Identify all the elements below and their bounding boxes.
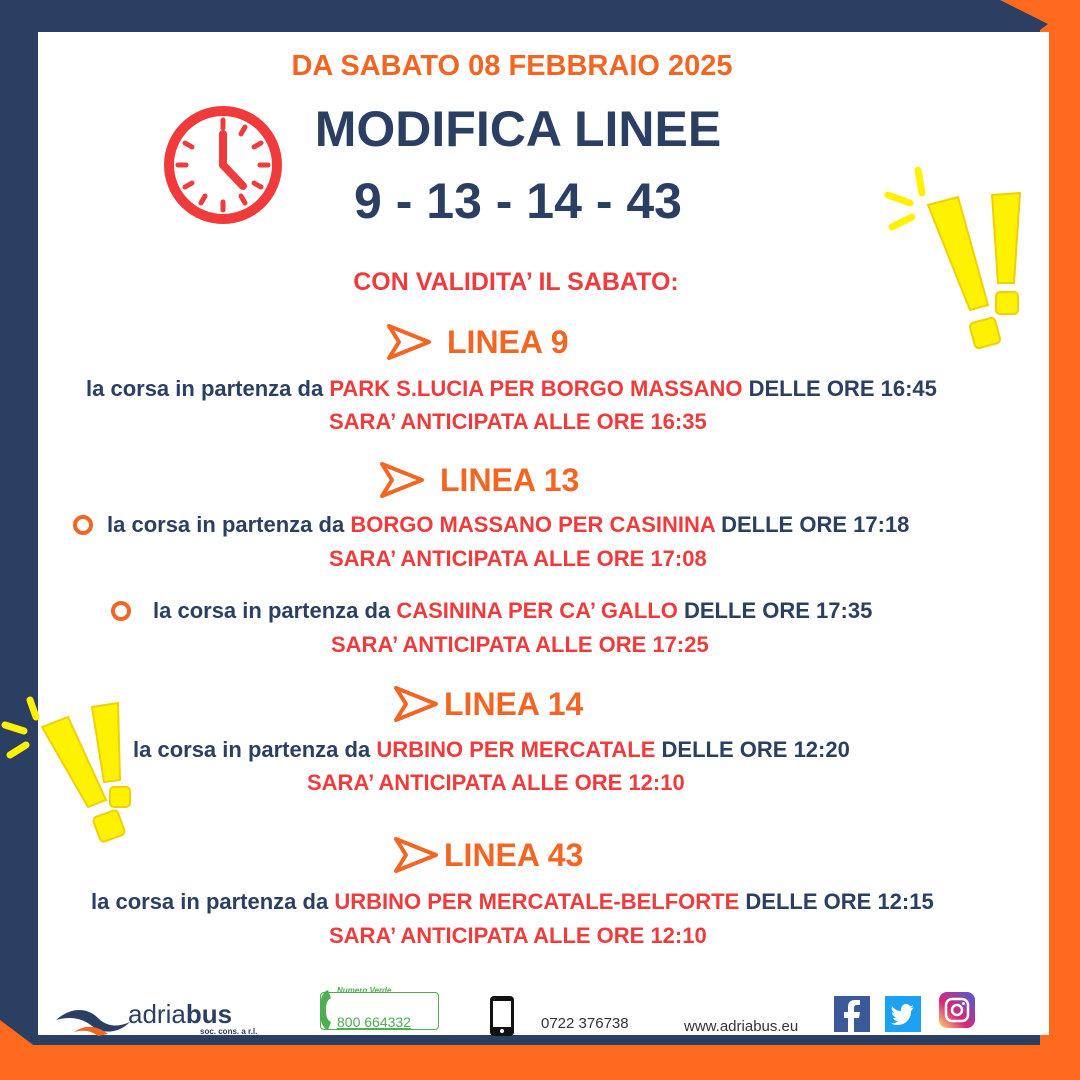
line-heading-label: LINEA 14 [444, 685, 584, 722]
line-13-heading [378, 460, 579, 500]
trip-route: BORGO MASSANO PER CASININA [350, 512, 715, 537]
toll-free-label: Numero Verde [337, 986, 392, 995]
line-9-heading [385, 322, 569, 362]
trip-line-14 [133, 737, 850, 763]
adriabus-logo-icon [54, 1002, 134, 1038]
company-logo [128, 999, 232, 1030]
lines-list: 9 - 13 - 14 - 43 [354, 173, 682, 229]
mobile-phone-icon [486, 995, 518, 1037]
trip-time: 12:15 [877, 889, 934, 914]
twitter-icon[interactable] [885, 996, 921, 1032]
line-43-heading [392, 835, 583, 875]
trip-route: URBINO PER MERCATALE [376, 737, 656, 762]
trip-prefix: la corsa in partenza da [133, 737, 371, 762]
trip-prefix: la corsa in partenza da [91, 889, 329, 914]
date-heading: DA SABATO 08 FEBBRAIO 2025 [291, 50, 733, 82]
trip-route: PARK S.LUCIA PER BORGO MASSANO [329, 376, 743, 401]
trip-prefix: la corsa in partenza da [107, 512, 345, 537]
instagram-icon[interactable] [939, 992, 975, 1028]
trip-line-13-b [153, 598, 872, 624]
website-link[interactable]: www.adriabus.eu [684, 1018, 799, 1035]
line-heading-label: LINEA 13 [440, 461, 580, 498]
phone-number: 0722 376738 [541, 1015, 629, 1032]
bullet-circle-icon [73, 515, 93, 535]
exclamation-icon-left [0, 695, 140, 845]
trip-time: 17:18 [853, 512, 910, 537]
trip-line-43 [91, 889, 934, 915]
time-prefix: DELLE ORE [721, 512, 848, 537]
logo-subtitle: soc. cons. a r.l. [200, 1027, 258, 1036]
time-prefix: DELLE ORE [745, 889, 872, 914]
trip-prefix: la corsa in partenza da [153, 598, 391, 623]
trip-prefix: la corsa in partenza da [86, 376, 324, 401]
line-14-heading [392, 684, 583, 724]
page-title: MODIFICA LINEE [314, 101, 722, 157]
trip-time: 16:45 [880, 376, 937, 401]
toll-free-number-link[interactable]: 800 664332 [337, 1014, 411, 1030]
logo-main: adria [128, 999, 186, 1029]
chevron-right-icon [392, 684, 440, 724]
new-time-line-13-b: SARA’ ANTICIPATA ALLE ORE 17:25 [331, 632, 709, 657]
validity-label: CON VALIDITA’ IL SABATO: [353, 268, 679, 296]
trip-line-9 [86, 376, 937, 402]
new-time-line-9: SARA’ ANTICIPATA ALLE ORE 16:35 [329, 409, 707, 434]
logo-bold: bus [185, 999, 233, 1029]
bullet-circle-icon [111, 601, 131, 621]
line-heading-label: LINEA 9 [447, 323, 569, 360]
chevron-right-icon [385, 322, 433, 362]
trip-time: 12:20 [793, 737, 850, 762]
trip-time: 17:35 [816, 598, 873, 623]
line-heading-label: LINEA 43 [444, 836, 584, 873]
new-time-line-13-a: SARA’ ANTICIPATA ALLE ORE 17:08 [329, 546, 707, 571]
trip-line-13-a [107, 512, 909, 538]
chevron-right-icon [392, 835, 440, 875]
time-prefix: DELLE ORE [661, 737, 788, 762]
new-time-line-43: SARA’ ANTICIPATA ALLE ORE 12:10 [329, 923, 707, 948]
trip-route: CASININA PER CA’ GALLO [396, 598, 678, 623]
time-prefix: DELLE ORE [684, 598, 810, 623]
facebook-icon[interactable] [834, 996, 870, 1032]
new-time-line-14: SARA’ ANTICIPATA ALLE ORE 12:10 [307, 770, 685, 795]
time-prefix: DELLE ORE [748, 376, 875, 401]
trip-route: URBINO PER MERCATALE-BELFORTE [334, 889, 740, 914]
chevron-right-icon [378, 460, 426, 500]
phone-handset-icon [318, 988, 334, 1032]
